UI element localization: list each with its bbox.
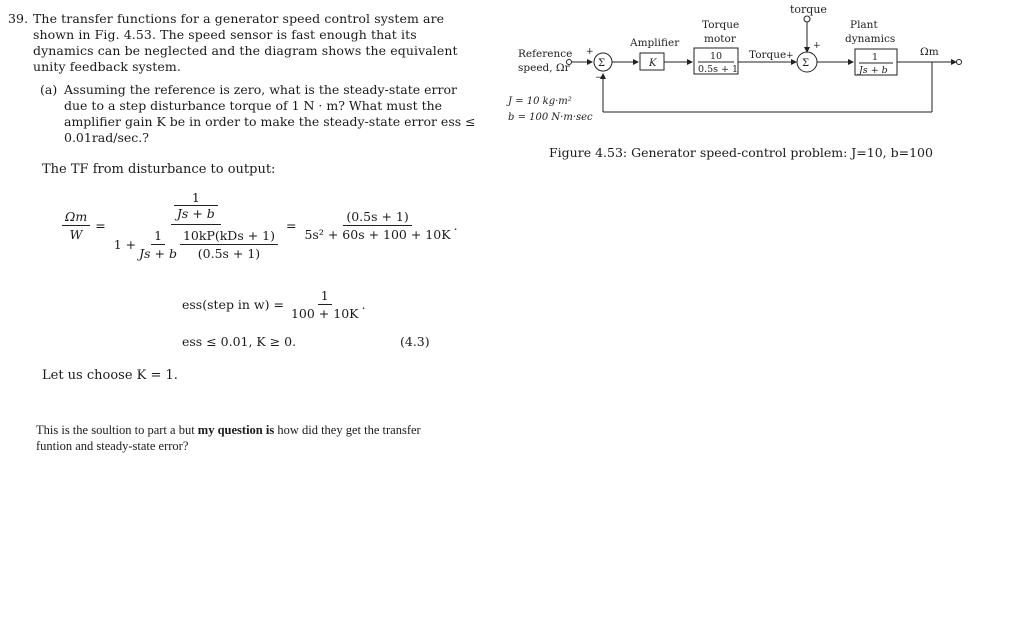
sum1-plus: + [586, 47, 594, 57]
plant-numerator: 1 [872, 52, 879, 63]
j-value: J = 10 kg·m² [508, 96, 572, 107]
reference-label-1: Reference [518, 48, 573, 60]
ess-denominator: 100 + 10K [290, 306, 359, 321]
one-plus: 1 + [113, 237, 137, 252]
problem-statement [8, 11, 478, 75]
ess-fraction [288, 288, 362, 321]
sum2-symbol: Σ [802, 58, 810, 69]
amplifier-k: K [649, 58, 657, 69]
rhs-numerator: (0.5s + 1) [343, 209, 411, 226]
sum1-minus: − [595, 73, 603, 83]
lhs-denominator: W [69, 227, 83, 242]
output-label: Ωm [920, 46, 939, 58]
rhs-fraction [301, 209, 453, 242]
steady-state-error-equation: ess(step in w) = $\frac{1}{100 + 10K}$ . [182, 288, 366, 321]
reference-label-2: speed, Ωr [518, 62, 570, 74]
lhs-numerator: Ωm [65, 209, 88, 224]
torque-signal-label: Torque [749, 49, 787, 61]
plant-label-1: Plant [850, 19, 878, 31]
lhs-fraction [62, 209, 90, 242]
solution-intro: The TF from disturbance to output: [42, 162, 276, 177]
motor-denominator: 0.5s + 1 [698, 64, 739, 75]
sum2-plus-left: + [786, 51, 794, 61]
figure-caption: Figure 4.53: Generator speed-control problem: J=10, b=100 [549, 145, 933, 160]
question-part1: This is the soultion to part a but [36, 423, 198, 437]
big-fraction [111, 190, 281, 261]
transfer-function-equation: $\frac{\Omega m}{W}$ = 1 Js + b 1 + $\frac{1}{Js + b}$ $\frac{\text{10kP(kDs + 1)}}{(0.5s + 1)}$ = $\frac{(0.5s + 1)}{\text{5s² + 60s + 100 + 10K}}$ . [62, 190, 458, 261]
question-part2: how did they get the transfer funtion and steady-state error? [36, 423, 421, 453]
equation-number: (4.3) [400, 334, 430, 349]
sum2-plus-top: + [813, 41, 821, 51]
sum1-symbol: Σ [598, 58, 606, 69]
equals-1: = [95, 218, 106, 233]
torque-motor-label-2: motor [704, 33, 736, 45]
part-a-label: (a) [40, 82, 58, 97]
ess-numerator: 1 [318, 288, 332, 305]
block-diagram [500, 0, 970, 140]
rhs-denominator: 5s² + 60s + 100 + 10K [304, 227, 451, 242]
plant-label-2: dynamics [845, 33, 896, 45]
loop-a-denominator: Js + b [139, 246, 177, 261]
loop-a-numerator: 1 [151, 228, 165, 245]
amplifier-label: Amplifier [630, 37, 680, 49]
b-value: b = 100 N·m·sec [508, 112, 593, 123]
choose-k: Let us choose K = 1. [42, 368, 178, 383]
loop-b-numerator: 10kP(kDs + 1) [180, 228, 278, 245]
output-node [957, 60, 962, 65]
loop-b-denominator: (0.5s + 1) [197, 246, 261, 261]
problem-text: The transfer functions for a generator speed control system are shown in Fig. 4.53. The speed sensor is fast enough that its dynamics can be neglected and the diagram shows the equivalent unity feedback system. [33, 11, 458, 74]
part-a [40, 82, 480, 146]
question-bold: my question is [197, 423, 275, 437]
ess-lhs: ess(step in w) = [182, 297, 284, 312]
plant-denominator: Js + b [859, 65, 888, 76]
torque-top-label: torque [790, 3, 827, 16]
ess-condition: ess ≤ 0.01, K ≥ 0. [182, 334, 297, 349]
inner-denominator: Js + b [176, 206, 215, 221]
problem-number: 39. [8, 11, 29, 26]
user-question [36, 422, 456, 454]
torque-input-node [804, 16, 810, 22]
equals-2: = [286, 218, 297, 233]
part-a-text: Assuming the reference is zero, what is the steady-state error due to a step disturbance torque of 1 N · m? What must the amplifier gain K be in order to make the steady-state error ess ≤ 0.01rad/sec.? [64, 82, 476, 145]
motor-numerator: 10 [710, 51, 723, 62]
inner-numerator: 1 [191, 190, 200, 205]
torque-motor-label-1: Torque [702, 19, 740, 31]
